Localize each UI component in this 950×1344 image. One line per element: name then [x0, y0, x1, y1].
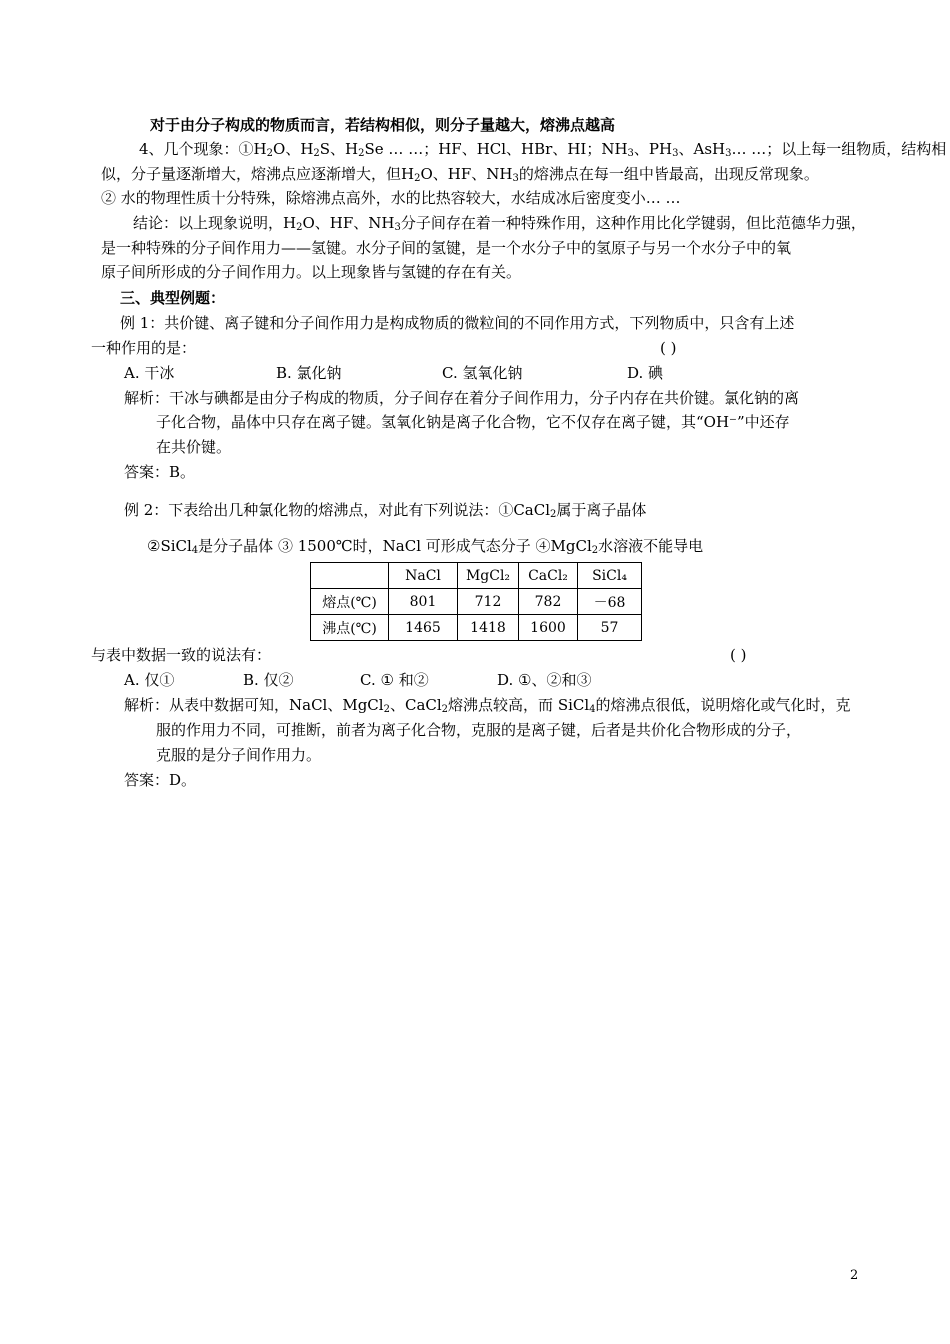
table-header-row [311, 563, 642, 589]
table-cell: 57 [578, 615, 642, 641]
table-cell: 1465 [389, 615, 458, 641]
table-cell: 沸点(℃) [311, 615, 389, 641]
table-cell: 1418 [458, 615, 519, 641]
table-header-cell: MgCl₂ [458, 563, 519, 589]
table-header-cell: CaCl₂ [519, 563, 578, 589]
table-cell: 801 [389, 589, 458, 615]
example2-option-a: A. 仅① [124, 671, 175, 689]
table-header-cell [311, 563, 389, 589]
table-row [311, 615, 642, 641]
example2-question-line-3: 与表中数据一致的说法有： [91, 646, 272, 664]
bold-heading: 对于由分子构成的物质而言，若结构相似，则分子量越大，熔沸点越高 [150, 116, 616, 134]
example1-analysis-line-3: 在共价键。 [156, 438, 232, 456]
table-row [311, 589, 642, 615]
example1-option-c: C. 氢氧化钠 [442, 364, 523, 382]
section-title: 三、典型例题： [120, 289, 226, 307]
conclusion-line-2: 是一种特殊的分子间作用力——氢键。水分子间的氢键，是一个水分子中的氢原子与另一个水分子中的氧 [101, 239, 792, 257]
example2-analysis-line-2: 服的作用力不同，可推断，前者为离子化合物，克服的是离子键，后者是共价化合物形成的分子， [156, 721, 802, 739]
page-number: 2 [850, 1268, 859, 1283]
conclusion-line-1: 结论：以上现象说明，$H_2O$、HF、$NH_3$分子间存在着一种特殊作用，这种作用比化学键弱，但比范德华力强， [133, 214, 866, 233]
table-cell: 熔点(℃) [311, 589, 389, 615]
phenomena-line-3: ② 水的物理性质十分特殊，除熔沸点高外，水的比热容较大，水结成冰后密度变小… … [101, 189, 681, 207]
example1-answer: 答案：B。 [124, 463, 196, 481]
example2-option-b: B. 仅② [243, 671, 294, 689]
example2-option-d: D. ①、②和③ [497, 671, 592, 689]
phenomena-line-2: 似，分子量逐渐增大，熔沸点应逐渐增大，但$H_2O$、HF、$NH_3$的熔沸点在每一组中皆最高，出现反常现象。 [101, 165, 819, 184]
example2-answer: 答案：D。 [124, 771, 197, 789]
example1-option-d: D. 碘 [627, 364, 664, 382]
example2-option-c: C. ① 和② [360, 671, 429, 689]
example2-question-line-2: ②SiCl$_4$是分子晶体 ③ 1500℃时，NaCl 可形成气态分子 ④MgCl$_2$水溶液不能导电 [147, 537, 704, 556]
phenomena-line-1: 4、几个现象：$①H_2O$、$H_2S$、$H_2Se$ … …；HF、HCl、HBr、HI；$NH_3$、$PH_3$、AsH$_3$… …；以上每一组物质，结构相 [139, 140, 947, 159]
example2-answer-paren: ( ) [730, 646, 747, 664]
example1-analysis-line-2: 子化合物，晶体中只存在离子键。氢氧化钠是离子化合物，它不仅存在离子键，其“OH⁻”中还存 [156, 413, 790, 431]
example2-analysis-line-3: 克服的是分子间作用力。 [156, 746, 322, 764]
table-cell: 1600 [519, 615, 578, 641]
table-header-cell: SiCl₄ [578, 563, 642, 589]
table-header-cell: NaCl [389, 563, 458, 589]
table-cell: －68 [578, 589, 642, 615]
conclusion-line-3: 原子间所形成的分子间作用力。以上现象皆与氢键的存在有关。 [101, 263, 522, 281]
example2-question-line-1: 例 2：下表给出几种氯化物的熔沸点，对此有下列说法：①CaCl$_2$属于离子晶体 [124, 501, 647, 520]
table-cell: 782 [519, 589, 578, 615]
example2-analysis-line-1: 解析：从表中数据可知，NaCl、MgCl$_2$、CaCl$_2$熔沸点较高，而 SiCl$_4$的熔沸点很低，说明熔化或气化时，克 [124, 696, 851, 715]
example1-question-line-2: 一种作用的是： [91, 339, 197, 357]
example1-option-a: A. 干冰 [124, 364, 175, 382]
table-cell: 712 [458, 589, 519, 615]
example1-question-line-1: 例 1：共价键、离子键和分子间作用力是构成物质的微粒间的不同作用方式，下列物质中，只含有上述 [120, 314, 795, 332]
example1-option-b: B. 氯化钠 [276, 364, 342, 382]
chloride-data-table [310, 562, 642, 641]
example1-answer-paren: ( ) [660, 339, 677, 357]
example1-analysis-line-1: 解析：干冰与碘都是由分子构成的物质，分子间存在着分子间作用力，分子内存在共价键。氯化钠的离 [124, 389, 800, 407]
